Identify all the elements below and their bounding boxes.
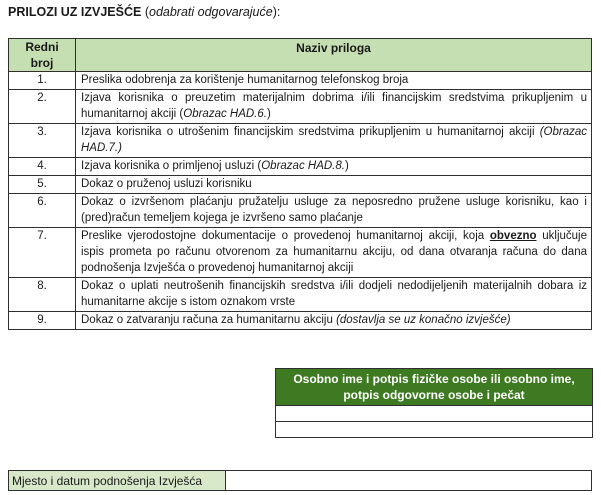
signature-label: Osobno ime i potpis fizičke osobe ili osobno ime, potpis odgovorne osobe i pečat: [276, 369, 593, 406]
column-header-number-line2: broj: [30, 56, 54, 70]
row-number: 2.: [9, 90, 76, 124]
table-row: [9, 158, 592, 176]
row-number: 9.: [9, 312, 76, 330]
description-text: ): [344, 160, 349, 172]
description-text: ): [267, 108, 271, 120]
row-number: 4.: [9, 158, 76, 176]
table-row: [9, 194, 592, 228]
place-date-label: Mjesto i datum podnošenja Izvješća: [9, 471, 226, 491]
column-header-name: Naziv priloga: [76, 39, 592, 72]
row-number: 5.: [9, 176, 76, 194]
description-text: Izjava korisnika o utrošenim financijskim sredstvima prikupljenim u humanitarnoj akciji: [81, 126, 540, 138]
row-description: [76, 158, 592, 176]
row-number: 3.: [9, 124, 76, 158]
table-row: [9, 176, 592, 194]
row-description: [76, 312, 592, 330]
place-date-row: [8, 470, 592, 491]
row-description: [76, 90, 592, 124]
row-description: [76, 176, 592, 194]
description-text: Dokaz o uplati neutrošenih financijskih sredstva i/ili dodjeli nedodijeljenih materijalnih dobara iz humanitarne akcije s istom oznakom vrste: [81, 280, 587, 308]
attachments-title: PRILOZI UZ IZVJEŠĆE: [8, 5, 142, 19]
description-text: (Obrazac HAD.7.): [81, 126, 587, 154]
attachments-table: [8, 38, 592, 330]
place-date-field[interactable]: [226, 471, 592, 491]
row-number: 7.: [9, 228, 76, 278]
row-description: [76, 124, 592, 158]
row-description: [76, 72, 592, 90]
table-row: [9, 72, 592, 90]
hint-close: ):: [272, 5, 281, 19]
table-row: [9, 312, 592, 330]
description-text: obvezno: [489, 230, 537, 242]
attachments-heading: [8, 4, 280, 20]
row-number: 1.: [9, 72, 76, 90]
hint-open: (: [141, 5, 149, 19]
description-text: Dokaz o zatvaranju računa za humanitarnu akciju: [81, 314, 337, 326]
row-description: [76, 228, 592, 278]
row-number: 8.: [9, 278, 76, 312]
row-description: [76, 278, 592, 312]
signature-field-2[interactable]: [276, 422, 593, 438]
description-text: Obrazac HAD.6.: [183, 108, 267, 120]
attachments-header-row: [9, 39, 592, 72]
column-header-number: [9, 39, 76, 72]
table-row: [9, 278, 592, 312]
table-row: [9, 90, 592, 124]
row-number: 6.: [9, 194, 76, 228]
signature-field[interactable]: [276, 406, 593, 422]
table-row: [9, 228, 592, 278]
description-text: Obrazac HAD.8.: [261, 160, 345, 172]
description-text: Izjava korisnika o preuzetim materijalnim dobrima i/ili financijskim sredstvima prikupljenim u humanitarnoj akciji (: [81, 92, 587, 120]
description-text: Dokaz o pruženoj usluzi korisniku: [81, 178, 252, 190]
column-header-number-line1: Redni: [25, 40, 59, 54]
description-text: Preslike vjerodostojne dokumentacije o provedenoj humanitarnoj akciji, koja: [81, 230, 490, 242]
description-text: Izjava korisnika o primljenoj usluzi (: [81, 160, 262, 172]
description-text: uključuje ispis prometa po računu otvorenom za humanitarnu akciju, od dana otvaranja računa do dana podnošenja Izvješća o provedenoj humanitarnoj akciji: [81, 230, 587, 274]
description-text: Dokaz o izvršenom plaćanju pružatelju usluge za neposredno pružene usluge korisniku, kao i (pred)račun temeljem kojega je izvršeno samo plaćanje: [81, 196, 587, 224]
attachments-hint: odabrati odgovarajuće: [149, 5, 273, 19]
signature-box: [275, 368, 593, 438]
table-row: [9, 124, 592, 158]
row-description: [76, 194, 592, 228]
description-text: Preslika odobrenja za korištenje humanitarnog telefonskog broja: [81, 74, 409, 86]
description-text: (dostavlja se uz konačno izvješće): [336, 314, 511, 326]
